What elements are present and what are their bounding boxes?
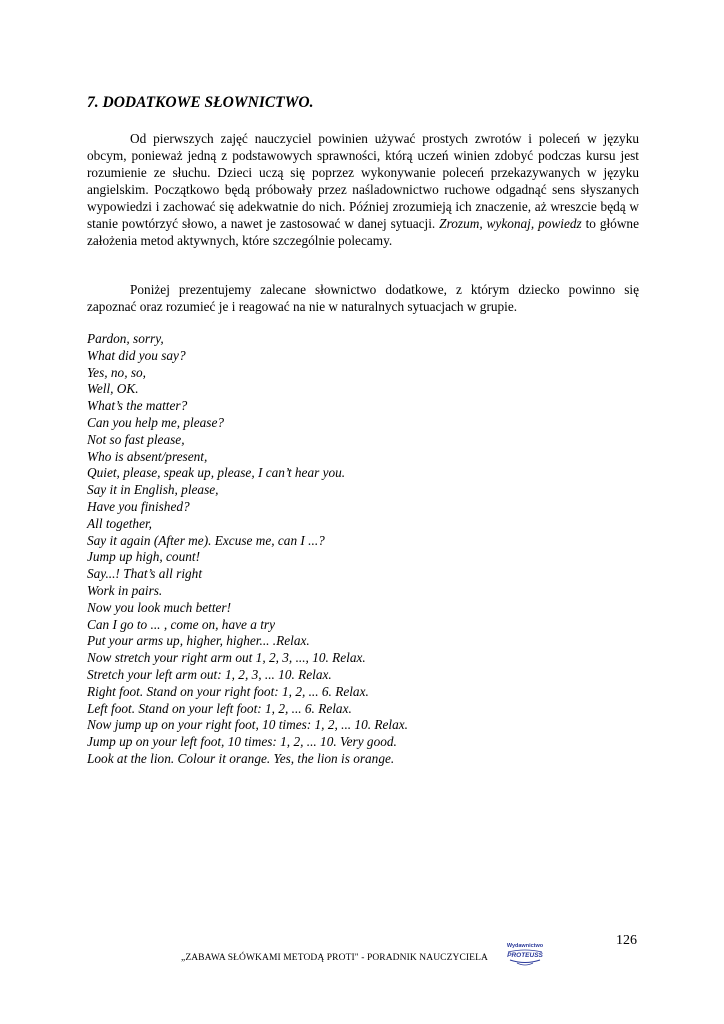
phrase-item: What did you say?: [87, 347, 186, 363]
intro-emphasis: Zrozum, wykonaj, powiedz: [439, 216, 582, 231]
phrase-item: Well, OK.: [87, 381, 139, 397]
phrase-list: [87, 331, 408, 768]
phrase-item: Not so fast please,: [87, 431, 185, 447]
intro-text: Od pierwszych zajęć nauczyciel powinien używać prostych zwrotów i poleceń w języku obcym, ponieważ jedną z podstawowych sprawności, którą uczeń winien zdobyć podczas kursu jest rozumienie ze słuchu. Dzieci uczą się poprzez wykonywanie poleceń przekazywanych w języku angielskim. Początkowo będą próbowały przez naśladownictwo ruchowe odgadnąć sens słyszanych wypowiedzi i zachować się adekwatnie do nich. Później zrozumieją ich znaczenie, aż wreszcie będą w stanie powtórzyć słowo, a nawet je zastosować w danej sytuacji.: [87, 131, 639, 231]
phrase-item: Yes, no, so,: [87, 364, 146, 380]
vocabulary-intro-line-1: Poniżej prezentujemy zalecane słownictwo dodatkowe, z którym dziecko powinno się: [130, 282, 639, 297]
phrase-item: Now stretch your right arm out 1, 2, 3, ..., 10. Relax.: [87, 650, 366, 666]
phrase-item: Can I go to ... , come on, have a try: [87, 616, 275, 632]
phrase-item: Now jump up on your right foot, 10 times: 1, 2, ... 10. Relax.: [87, 717, 408, 733]
phrase-item: Who is absent/present,: [87, 448, 208, 464]
phrase-item: Now you look much better!: [87, 599, 232, 615]
phrase-item: Left foot. Stand on your left foot: 1, 2, ... 6. Relax.: [87, 700, 352, 716]
logo-top-text: Wydawnictwo: [506, 943, 544, 949]
phrase-item: Right foot. Stand on your right foot: 1, 2, ... 6. Relax.: [87, 683, 369, 699]
footer-title: „ZABAWA SŁÓWKAMI METODĄ PROTI" - PORADNIK NAUCZYCIELA: [181, 953, 488, 963]
phrase-item: What’s the matter?: [87, 398, 188, 414]
phrase-item: Say it in English, please,: [87, 482, 219, 498]
logo-brand-text: PROTEUSS: [507, 952, 543, 959]
phrase-item: Stretch your left arm out: 1, 2, 3, ... 10. Relax.: [87, 666, 332, 682]
vocabulary-intro-line-2: zapoznać oraz rozumieć je i reagować na nie w naturalnych sytuacjach w grupie.: [87, 299, 518, 314]
vocabulary-intro-paragraph: [87, 281, 639, 315]
phrase-item: Look at the lion. Colour it orange. Yes, the lion is orange.: [87, 750, 395, 766]
phrase-item: Say it again (After me). Excuse me, can I ...?: [87, 532, 325, 548]
section-heading: 7. DODATKOWE SŁOWNICTWO.: [87, 94, 314, 111]
intro-text-end: to główne założenia metod aktywnych, które szczególnie polecamy.: [87, 216, 639, 248]
phrase-item: Pardon, sorry,: [87, 331, 164, 346]
intro-paragraph: [87, 130, 639, 249]
phrase-item: Have you finished?: [87, 498, 190, 514]
page-number: 126: [616, 933, 637, 948]
phrase-item: Jump up high, count!: [87, 549, 201, 565]
proteuss-logo-icon: [502, 940, 548, 970]
phrase-item: Work in pairs.: [87, 582, 163, 598]
phrase-item: Can you help me, please?: [87, 414, 225, 430]
phrase-item: All together,: [87, 515, 152, 531]
phrase-item: Say...! That’s all right: [87, 566, 203, 582]
phrase-item: Jump up on your left foot, 10 times: 1, 2, ... 10. Very good.: [87, 734, 397, 750]
phrase-item: Put your arms up, higher, higher... .Relax.: [87, 633, 310, 649]
phrase-item: Quiet, please, speak up, please, I can’t hear you.: [87, 465, 346, 481]
